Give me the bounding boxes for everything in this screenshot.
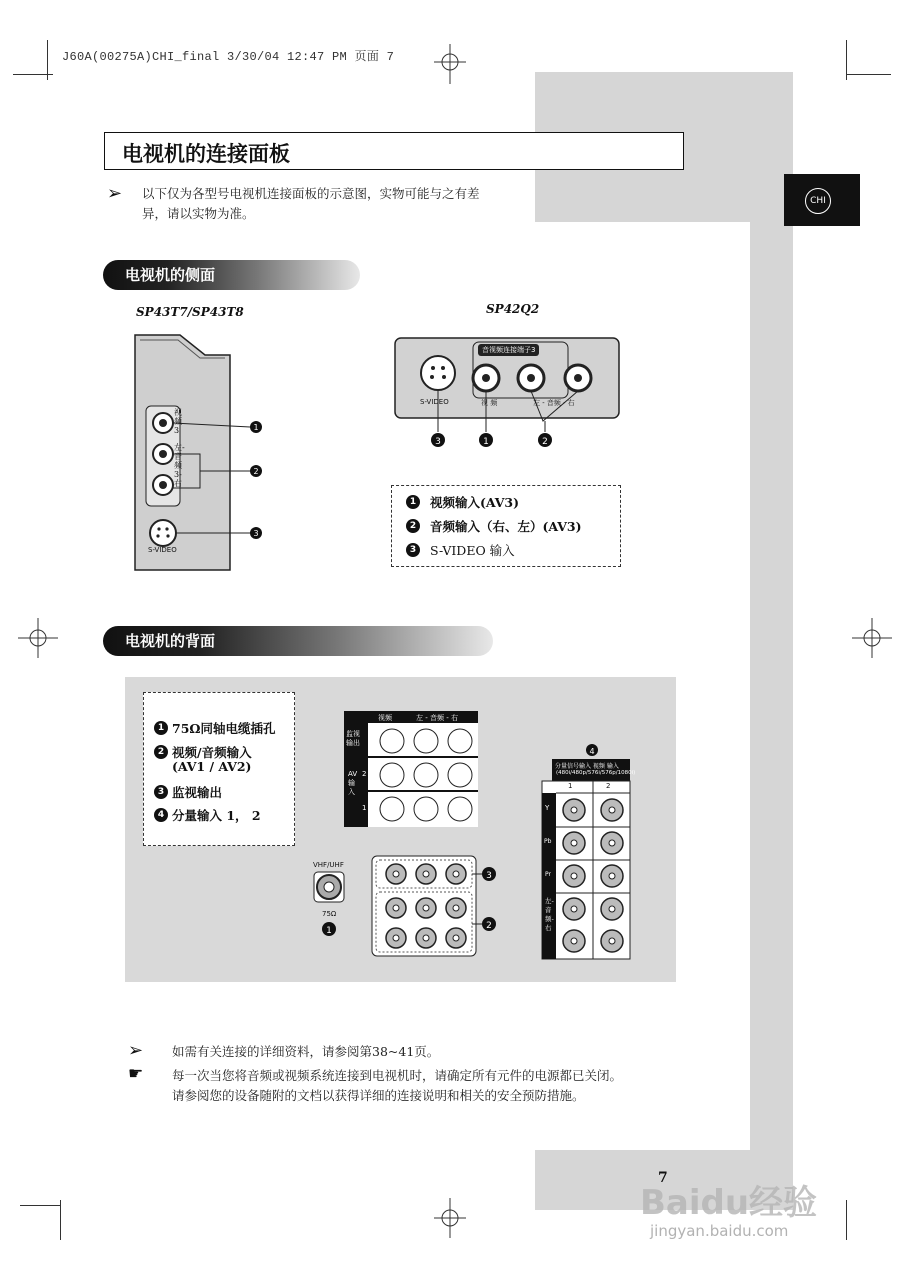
audio-label: 左 - 音频 - 右 <box>533 399 575 407</box>
footer-note-line: 每一次当您将音频或视频系统连接到电视机时，请确定所有元件的电源都已关闭。 <box>172 1068 623 1083</box>
crop-mark <box>846 1200 847 1240</box>
svg-text:2: 2 <box>253 467 259 476</box>
video-label: 视 频 <box>481 399 498 407</box>
component-subheader: (480i/480p/576i/576p/1080i) <box>556 770 636 776</box>
row-number: 1 <box>362 804 367 812</box>
svideo-label: S-VIDEO <box>420 398 449 406</box>
registration-mark <box>430 44 470 84</box>
section-heading-back: 电视机的背面 <box>103 626 493 656</box>
svideo-label: S-VIDEO <box>148 546 177 554</box>
legend-item <box>154 783 222 801</box>
section-heading-side: 电视机的侧面 <box>103 260 360 290</box>
legend-number: 4 <box>154 808 168 822</box>
language-tab-label: CHI <box>805 188 831 214</box>
col-audio: 左 - 音频 - 右 <box>416 714 458 722</box>
legend-text: 音频输入（右、左）(AV3) <box>430 519 582 534</box>
col-video: 视频 <box>378 714 392 722</box>
model-label-left: SP43T7/SP43T8 <box>136 305 244 319</box>
model-label-right: SP42Q2 <box>486 302 540 316</box>
antenna-jack <box>310 870 350 940</box>
legend-text: 分量输入 1， 2 <box>172 808 261 823</box>
registration-mark <box>430 1198 470 1238</box>
svg-text:1: 1 <box>253 423 259 432</box>
footer-note-line: 请参阅您的设备随附的文档以获得详细的连接说明和相关的安全预防措施。 <box>172 1088 585 1103</box>
svg-text:3: 3 <box>253 529 259 538</box>
legend-item <box>154 806 261 824</box>
component-col: 1 <box>568 782 573 790</box>
component-row: Pr <box>545 871 551 878</box>
legend-item <box>406 517 582 535</box>
legend-text: S-VIDEO 输入 <box>430 543 515 558</box>
legend-text: 视频/音频输入 <box>172 745 252 760</box>
crop-mark <box>846 74 891 75</box>
legend-item <box>172 759 251 774</box>
registration-mark <box>852 618 892 658</box>
pointing-hand-icon: ☛ <box>128 1064 144 1084</box>
footer-note: 如需有关连接的详细资料，请参阅第38~41页。 <box>172 1044 440 1059</box>
row-monitor-out: 监视输出 <box>346 730 360 747</box>
legend-number: 2 <box>154 745 168 759</box>
component-row: Y <box>545 804 550 812</box>
crop-mark <box>13 74 53 75</box>
legend-item <box>406 541 515 559</box>
intro-note-line: 异，请以实物为准。 <box>142 206 255 221</box>
intro-note-line: 以下仅为各型号电视机连接面板的示意图，实物可能与之有差 <box>142 186 480 201</box>
legend-number: 3 <box>154 785 168 799</box>
registration-mark <box>18 618 58 658</box>
legend-number: 1 <box>154 721 168 735</box>
legend-text: 监视输出 <box>172 785 223 800</box>
component-row: Pb <box>544 838 552 845</box>
crop-mark <box>20 1205 60 1206</box>
watermark-logo: Baidu经验 <box>640 1183 818 1223</box>
legend-number: 2 <box>406 519 420 533</box>
svg-text:2: 2 <box>486 921 492 931</box>
crop-mark <box>60 1200 61 1240</box>
legend-number: 3 <box>406 543 420 557</box>
legend-text: 视频输入(AV3) <box>430 495 520 510</box>
component-col: 2 <box>606 782 611 790</box>
side-panel-diagram-left <box>130 330 270 575</box>
side-band <box>750 210 793 1160</box>
side-legend <box>391 485 621 567</box>
legend-text: 75Ω同轴电缆插孔 <box>172 721 276 736</box>
antenna-ohm: 75Ω <box>322 910 337 918</box>
svg-text:4: 4 <box>589 747 595 756</box>
row-av-in: AV输入 <box>348 770 358 796</box>
file-header: J60A(00275A)CHI_final 3/30/04 12:47 PM 页面 7 <box>62 50 395 64</box>
legend-text: (AV1 / AV2) <box>172 759 252 774</box>
svg-text:1: 1 <box>483 437 489 447</box>
legend-item <box>154 719 276 737</box>
antenna-label: VHF/UHF <box>313 861 344 869</box>
component-header: 分量信号输入 视频 输入 <box>555 763 619 770</box>
svg-text:1: 1 <box>326 926 332 936</box>
svg-text:2: 2 <box>542 437 548 447</box>
back-legend <box>143 692 295 846</box>
row-number: 2 <box>362 770 367 778</box>
note-arrow-icon: ➢ <box>107 183 123 204</box>
footer-note <box>172 1066 622 1106</box>
legend-item <box>406 493 519 511</box>
page-title: 电视机的连接面板 <box>122 141 290 166</box>
note-arrow-icon: ➢ <box>128 1040 144 1061</box>
component-row: 左-音频-右 <box>545 897 554 932</box>
intro-note <box>142 184 522 224</box>
svg-text:3: 3 <box>486 871 492 881</box>
audio-label-vertical: 左-音频3-右 <box>174 443 185 488</box>
page-number: 7 <box>658 1170 668 1186</box>
svg-text:3: 3 <box>435 437 441 447</box>
rca-jack-block <box>370 854 500 959</box>
av-terminal-label: 音视频连接端子3 <box>478 344 539 356</box>
legend-number: 1 <box>406 495 420 509</box>
watermark-url: jingyan.baidu.com <box>650 1222 789 1240</box>
video-label-vertical: 视频3 <box>174 408 182 435</box>
